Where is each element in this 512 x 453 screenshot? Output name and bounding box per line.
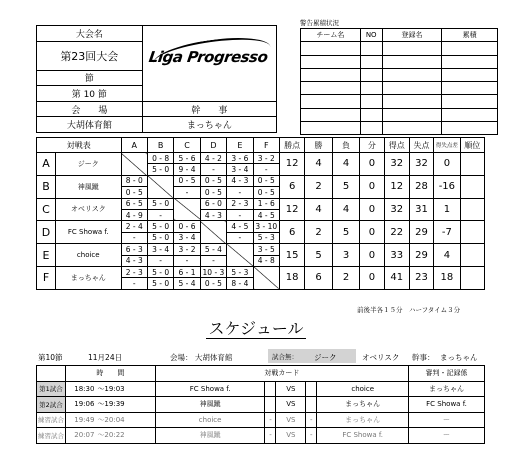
warning-header-no: NO	[360, 29, 382, 42]
match-result-cell: 4 - 5	[253, 209, 279, 220]
logo-cell	[142, 26, 276, 102]
team-name: まっちゃん	[56, 266, 122, 289]
warning-cell	[301, 108, 361, 121]
header-goal-diff: 得失点差	[434, 138, 460, 153]
match-result-cell: -	[200, 255, 226, 266]
match-result-cell: -	[227, 187, 253, 198]
header-points: 勝点	[279, 138, 304, 153]
tournament-name: 第23回大会	[37, 41, 143, 70]
match-end-time: ～20:04	[97, 412, 155, 428]
warning-cell	[301, 95, 361, 108]
stat-ga: 31	[409, 198, 433, 221]
warning-cell	[301, 42, 361, 55]
match-result-cell: 4 - 5	[227, 221, 253, 232]
away-score: -	[306, 428, 317, 444]
stat-win: 5	[305, 244, 332, 267]
warning-cell	[301, 55, 361, 68]
match-label: 練習試合	[37, 412, 66, 428]
match-result-cell: 6 - 5	[121, 198, 147, 209]
match-start-time: 20:07	[65, 428, 97, 444]
match-result-cell: -	[174, 255, 200, 266]
stat-points: 12	[279, 153, 304, 176]
stat-ga: 28	[409, 175, 433, 198]
standings-table	[36, 137, 485, 290]
stat-points: 18	[279, 266, 304, 289]
bye-team-2: オベリスク	[362, 353, 400, 362]
match-result-cell: 5 - 0	[147, 232, 173, 243]
header-goals-against: 失点	[409, 138, 433, 153]
standings-row	[37, 175, 485, 186]
header-rank: 順位	[460, 138, 484, 153]
header-draw: 分	[360, 138, 384, 153]
stat-gf: 32	[384, 153, 409, 176]
match-result-cell: 2 - 3	[227, 198, 253, 209]
match-result-cell: 0 - 5	[200, 278, 226, 289]
away-team: choice	[317, 381, 409, 397]
col-header-f: F	[253, 138, 279, 153]
match-result-cell: 4 - 3	[227, 175, 253, 186]
match-label: 練習試合	[37, 428, 66, 444]
warning-cell	[301, 122, 361, 135]
team-name: choice	[56, 244, 122, 267]
home-team: choice	[155, 412, 265, 428]
away-score: -	[306, 412, 317, 428]
match-result-cell: 5 - 4	[174, 278, 200, 289]
stat-draw: 0	[360, 221, 384, 244]
stat-draw: 0	[360, 153, 384, 176]
standings-row	[37, 266, 485, 277]
team-letter: D	[37, 221, 56, 244]
match-start-time: 19:49	[65, 412, 97, 428]
match-end-time: ～20:22	[97, 428, 155, 444]
self-match-cell	[121, 153, 147, 176]
stat-points: 6	[279, 175, 304, 198]
self-match-cell	[227, 244, 253, 267]
organizer-label: 幹 事	[142, 101, 276, 117]
standings-row	[37, 198, 485, 209]
stat-gf: 32	[384, 198, 409, 221]
match-result-cell: 0 - 5	[174, 175, 200, 186]
home-score: -	[265, 428, 276, 444]
stat-ga: 29	[409, 221, 433, 244]
header-goals-for: 得点	[384, 138, 409, 153]
match-result-cell: 4 - 2	[200, 153, 226, 164]
warning-title: 警告累積状況	[300, 19, 339, 27]
match-result-cell: 8 - 0	[121, 175, 147, 186]
match-result-cell: 3 - 4	[227, 164, 253, 175]
schedule-date: 11月24日	[88, 353, 123, 362]
stat-gd: 1	[434, 198, 460, 221]
match-start-time: 18:30	[65, 381, 97, 397]
match-start-time: 19:06	[65, 397, 97, 413]
schedule-header-card: 対戦カード	[155, 366, 408, 382]
team-letter: E	[37, 244, 56, 267]
standings-header-label: 対戦表	[37, 138, 122, 153]
self-match-cell	[174, 198, 200, 221]
liga-progresso-logo: Liga Progresso	[147, 48, 269, 66]
stat-draw: 0	[360, 198, 384, 221]
match-end-time: ～19:39	[97, 397, 155, 413]
stat-win: 2	[305, 175, 332, 198]
match-result-cell: 3 - 10	[253, 221, 279, 232]
match-result-cell: 5 - 3	[227, 266, 253, 277]
stat-loss: 2	[332, 266, 359, 289]
stat-points: 15	[279, 244, 304, 267]
match-result-cell: 9 - 4	[174, 164, 200, 175]
stat-loss: 5	[332, 221, 359, 244]
away-score	[306, 381, 317, 397]
round-value: 第 10 節	[37, 86, 143, 102]
stat-loss: 3	[332, 244, 359, 267]
match-result-cell: 6 - 0	[200, 198, 226, 209]
schedule-header-ref: 審判・記録係	[409, 366, 485, 382]
home-team: 神風蹴	[155, 428, 265, 444]
bye-team-1: ジーク	[314, 353, 337, 362]
warning-header-name: 登録名	[382, 29, 442, 42]
schedule-row	[37, 381, 485, 397]
tournament-info-table	[36, 25, 277, 133]
away-team: まっちゃん	[317, 397, 409, 413]
stat-loss: 4	[332, 198, 359, 221]
home-score	[265, 397, 276, 413]
venue-label: 会 場	[37, 101, 143, 117]
match-result-cell: 2 - 3	[121, 266, 147, 277]
match-result-cell: 3 - 2	[253, 153, 279, 164]
warning-table	[300, 28, 498, 135]
match-result-cell: 4 - 9	[121, 209, 147, 220]
organizer-value-2: まっちゃん	[440, 353, 478, 362]
venue-value: 大胡体育館	[37, 117, 143, 133]
standings-row	[37, 153, 485, 164]
schedule-row	[37, 412, 485, 428]
organizer-value: まっちゃん	[142, 117, 276, 133]
match-result-cell: 5 - 0	[147, 266, 173, 277]
team-letter: B	[37, 175, 56, 198]
team-letter: A	[37, 153, 56, 176]
referee: ー	[409, 428, 485, 444]
header-loss: 負	[332, 138, 359, 153]
team-name: 神風蹴	[56, 175, 122, 198]
col-header-e: E	[227, 138, 253, 153]
match-result-cell: 1 - 6	[253, 198, 279, 209]
stat-points: 6	[279, 221, 304, 244]
match-result-cell: -	[253, 164, 279, 175]
schedule-round: 第10節	[38, 353, 63, 362]
away-score	[306, 397, 317, 413]
header-win: 勝	[305, 138, 332, 153]
match-end-time: ～19:03	[97, 381, 155, 397]
standings-row	[37, 221, 485, 232]
stat-draw: 0	[360, 266, 384, 289]
match-result-cell: -	[147, 255, 173, 266]
referee: まっちゃん	[409, 381, 485, 397]
tournament-label: 大会名	[37, 26, 143, 42]
match-result-cell: -	[200, 164, 226, 175]
stat-rank	[460, 153, 484, 176]
stat-ga: 23	[409, 266, 433, 289]
match-result-cell: -	[174, 187, 200, 198]
match-result-cell: 3 - 4	[147, 244, 173, 255]
referee: ー	[409, 412, 485, 428]
stat-rank	[460, 244, 484, 267]
warning-cell	[301, 68, 361, 81]
away-team: まっちゃん	[317, 412, 409, 428]
match-result-cell: 0 - 8	[147, 153, 173, 164]
schedule-title-text: スケジュール	[208, 319, 304, 338]
home-team: 神風蹴	[155, 397, 265, 413]
match-label: 第1試合	[37, 381, 66, 397]
match-result-cell: -	[147, 209, 173, 220]
match-result-cell: 5 - 3	[253, 232, 279, 243]
match-result-cell: 10 - 3	[200, 266, 226, 277]
match-result-cell: 3 - 4	[174, 232, 200, 243]
self-match-cell	[253, 266, 279, 289]
col-header-c: C	[174, 138, 200, 153]
vs-label: VS	[276, 412, 306, 428]
bye-label: 試合無：	[272, 353, 298, 361]
schedule-row	[37, 428, 485, 444]
stat-gf: 33	[384, 244, 409, 267]
match-result-cell: 5 - 4	[200, 244, 226, 255]
match-result-cell: 4 - 3	[121, 255, 147, 266]
stat-win: 4	[305, 153, 332, 176]
stat-win: 2	[305, 221, 332, 244]
self-match-cell	[200, 221, 226, 244]
home-score: -	[265, 412, 276, 428]
stat-rank	[460, 266, 484, 289]
stat-rank	[460, 175, 484, 198]
schedule-table	[36, 365, 485, 444]
stat-gf: 41	[384, 266, 409, 289]
warning-header-team: チーム名	[301, 29, 361, 42]
match-result-cell: 3 - 5	[253, 244, 279, 255]
col-header-d: D	[200, 138, 226, 153]
match-result-cell: 5 - 0	[147, 198, 173, 209]
stat-rank	[460, 221, 484, 244]
schedule-header-blank	[37, 366, 66, 382]
match-result-cell: 2 - 4	[121, 221, 147, 232]
match-result-cell: 4 - 8	[253, 255, 279, 266]
match-result-cell: -	[227, 209, 253, 220]
standings-row	[37, 244, 485, 255]
col-header-b: B	[147, 138, 173, 153]
match-result-cell: 8 - 4	[227, 278, 253, 289]
stat-rank	[460, 198, 484, 221]
match-result-cell: 3 - 6	[227, 153, 253, 164]
home-score	[265, 381, 276, 397]
team-name: ジーク	[56, 153, 122, 176]
warning-cell	[301, 82, 361, 95]
match-result-cell: 0 - 6	[174, 221, 200, 232]
stat-loss: 4	[332, 153, 359, 176]
match-result-cell: 3 - 2	[174, 244, 200, 255]
schedule-title	[0, 316, 512, 339]
stat-ga: 29	[409, 244, 433, 267]
team-letter: F	[37, 266, 56, 289]
self-match-cell	[147, 175, 173, 198]
match-label: 第2試合	[37, 397, 66, 413]
match-result-cell: -	[121, 278, 147, 289]
match-result-cell: 0 - 5	[200, 175, 226, 186]
match-result-cell: 6 - 3	[121, 244, 147, 255]
warning-header-count: 累積	[442, 29, 498, 42]
schedule-header-time: 時 間	[65, 366, 155, 382]
vs-label: VS	[276, 397, 306, 413]
stat-gd: 0	[434, 153, 460, 176]
home-team: FC Showa f.	[155, 381, 265, 397]
team-name: オベリスク	[56, 198, 122, 221]
stat-gd: -16	[434, 175, 460, 198]
match-result-cell: -	[227, 232, 253, 243]
schedule-venue: 会場： 大胡体育館	[170, 353, 233, 362]
stat-gd: 4	[434, 244, 460, 267]
match-result-cell: 5 - 0	[147, 164, 173, 175]
stat-gf: 12	[384, 175, 409, 198]
stat-draw: 0	[360, 175, 384, 198]
match-result-cell: 0 - 5	[200, 187, 226, 198]
match-format-note: 前後半各１５分 ハーフタイム３分	[357, 306, 461, 314]
match-result-cell: 0 - 5	[121, 187, 147, 198]
vs-label: VS	[276, 428, 306, 444]
match-result-cell: 4 - 3	[200, 209, 226, 220]
match-result-cell: 6 - 1	[174, 266, 200, 277]
stat-draw: 0	[360, 244, 384, 267]
stat-loss: 5	[332, 175, 359, 198]
match-result-cell: 0 - 5	[253, 187, 279, 198]
match-result-cell: 5 - 0	[147, 278, 173, 289]
away-team: FC Showa f.	[317, 428, 409, 444]
stat-gf: 22	[384, 221, 409, 244]
round-label: 節	[37, 70, 143, 86]
stat-win: 6	[305, 266, 332, 289]
match-result-cell: 0 - 5	[253, 175, 279, 186]
stat-win: 4	[305, 198, 332, 221]
match-result-cell: 5 - 6	[174, 153, 200, 164]
team-name: FC Showa f.	[56, 221, 122, 244]
vs-label: VS	[276, 381, 306, 397]
referee: FC Showa f.	[409, 397, 485, 413]
stat-gd: -7	[434, 221, 460, 244]
stat-points: 12	[279, 198, 304, 221]
col-header-a: A	[121, 138, 147, 153]
organizer-label-2: 幹事：	[412, 353, 435, 362]
schedule-row	[37, 397, 485, 413]
match-result-cell: -	[121, 232, 147, 243]
match-result-cell: 5 - 0	[147, 221, 173, 232]
stat-gd: 18	[434, 266, 460, 289]
team-letter: C	[37, 198, 56, 221]
stat-ga: 32	[409, 153, 433, 176]
